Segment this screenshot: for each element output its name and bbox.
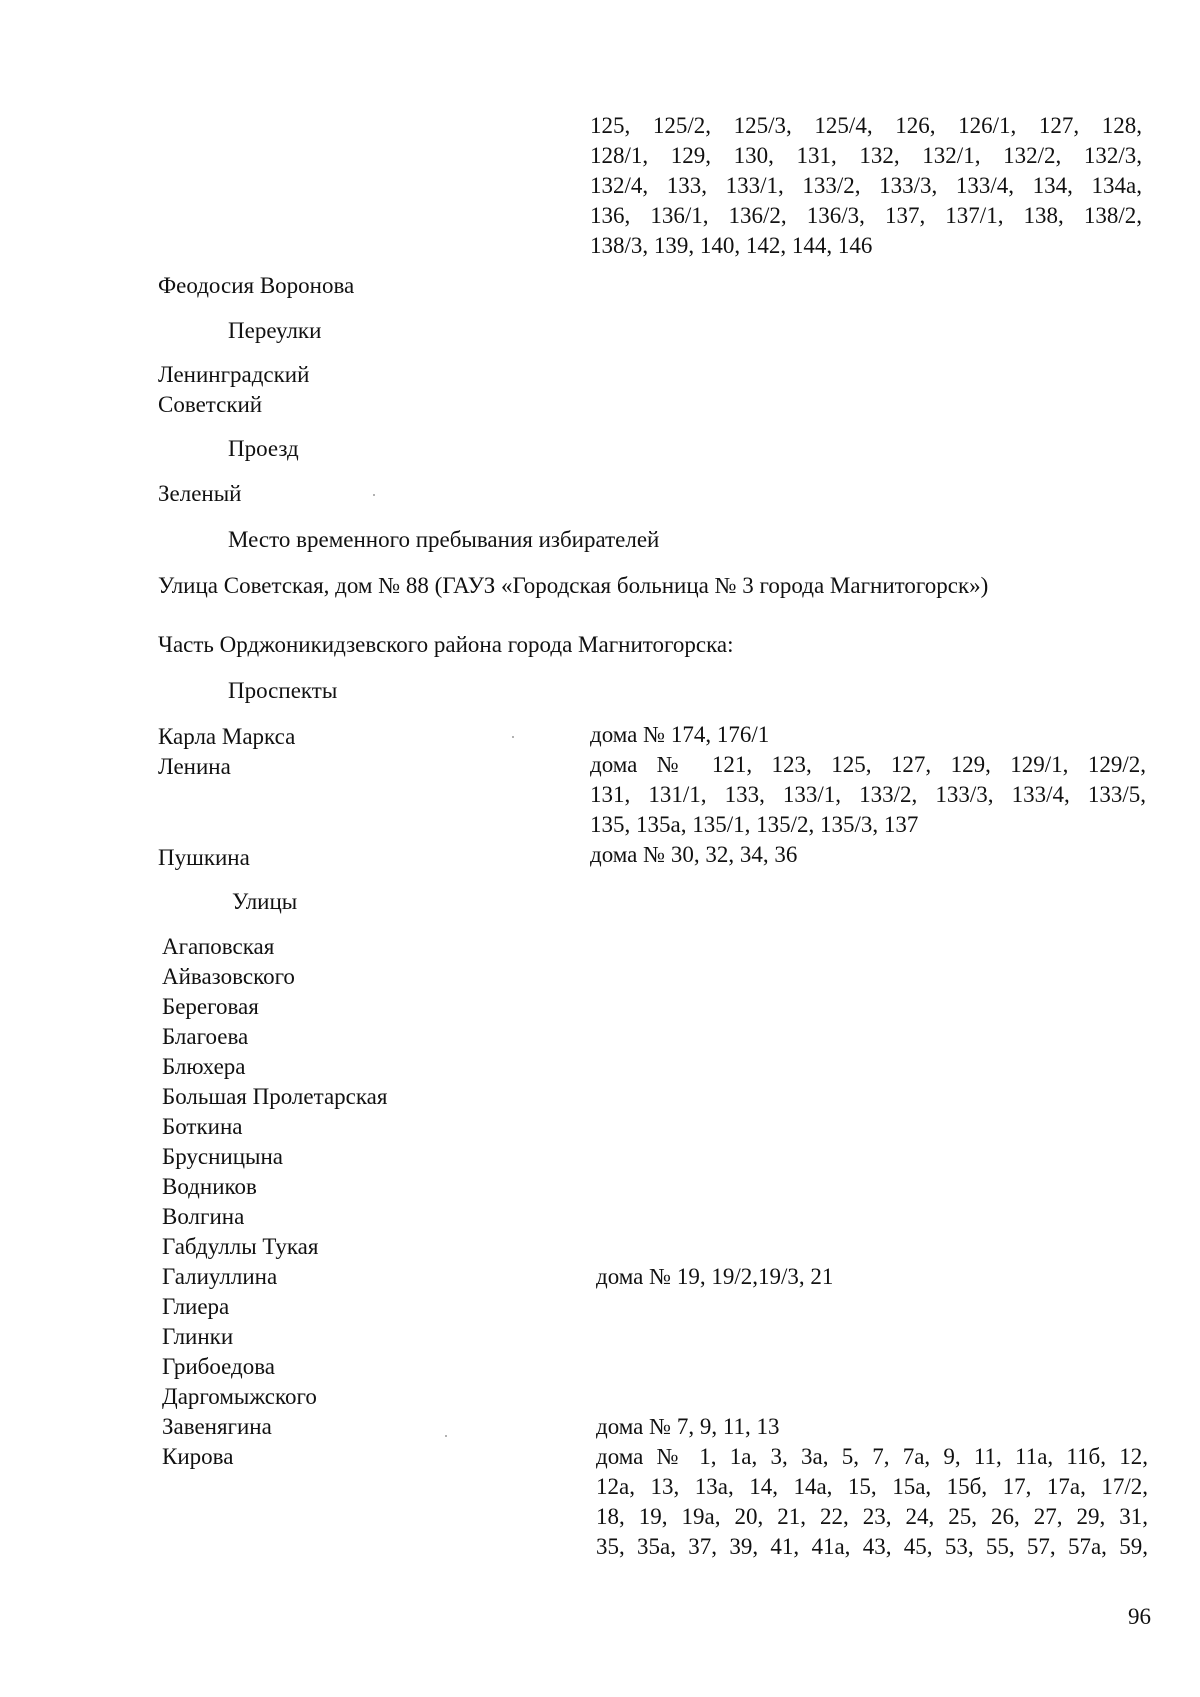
house-line: 135, 135а, 135/1, 135/2, 135/3, 137: [590, 812, 919, 837]
house-line: дома № 174, 176/1: [590, 722, 770, 747]
street-item: Агаповская: [162, 934, 275, 959]
avenue-name: Ленина: [158, 754, 231, 779]
passage-heading: Проезд: [228, 436, 299, 461]
avenue-houses: [590, 840, 1148, 870]
district-part: Часть Орджоникидзевского района города Магнитогорска:: [158, 632, 734, 657]
house-line: 131, 131/1, 133, 133/1, 133/2, 133/3, 133/4, 133/5,: [590, 782, 1146, 807]
avenue-houses: [590, 720, 1148, 750]
galiullina-houses: дома № 19, 19/2,19/3, 21: [596, 1264, 834, 1289]
scan-speck: [512, 736, 514, 738]
streets-heading: Улицы: [232, 889, 298, 914]
street-item: Береговая: [162, 994, 259, 1019]
street-item: Айвазовского: [162, 964, 295, 989]
page-number: 96: [1128, 1604, 1151, 1629]
street-item: Брусницына: [162, 1144, 284, 1169]
avenue-name: Пушкина: [158, 845, 250, 870]
street-item: Габдуллы Тукая: [162, 1234, 319, 1259]
house-line: 138/3, 139, 140, 142, 144, 146: [590, 233, 873, 258]
street-item: Даргомыжского: [162, 1384, 317, 1409]
street-item: Глинки: [162, 1324, 234, 1349]
house-line: 128/1, 129, 130, 131, 132, 132/1, 132/2, 132/3,: [590, 143, 1142, 168]
zavenyagina-houses: дома № 7, 9, 11, 13: [596, 1414, 780, 1439]
streets-list: [162, 932, 582, 1472]
house-line: дома № 30, 32, 34, 36: [590, 842, 798, 867]
scan-speck: [373, 494, 375, 496]
lane-item: Советский: [158, 392, 263, 417]
house-line: дома № 121, 123, 125, 127, 129, 129/1, 129/2,: [590, 752, 1146, 777]
kirova-houses: [596, 1442, 1148, 1562]
scan-speck: [445, 1435, 447, 1437]
lanes-list: [158, 360, 578, 420]
temp-stay-address: Улица Советская, дом № 88 (ГАУЗ «Городская больница № 3 города Магнитогорск»): [158, 573, 989, 598]
street-item: Кирова: [162, 1444, 234, 1469]
house-list-continuation: [590, 111, 1142, 261]
street-item: Глиера: [162, 1294, 230, 1319]
house-line: дома № 1, 1а, 3, 3а, 5, 7, 7а, 9, 11, 11а, 11б, 12,: [596, 1444, 1148, 1469]
street-item: Боткина: [162, 1114, 243, 1139]
passage-item: Зеленый: [158, 481, 242, 506]
street-feodosia: Феодосия Воронова: [158, 273, 355, 298]
house-line: 125, 125/2, 125/3, 125/4, 126, 126/1, 127, 128,: [590, 113, 1142, 138]
avenue-name: Карла Маркса: [158, 724, 296, 749]
lane-item: Ленинградский: [158, 362, 310, 387]
house-line: 12а, 13, 13а, 14, 14а, 15, 15а, 15б, 17, 17а, 17/2,: [596, 1474, 1148, 1499]
house-line: 18, 19, 19а, 20, 21, 22, 23, 24, 25, 26, 27, 29, 31,: [596, 1504, 1148, 1529]
house-line: 35, 35а, 37, 39, 41, 41а, 43, 45, 53, 55, 57, 57а, 59,: [596, 1534, 1148, 1559]
street-item: Грибоедова: [162, 1354, 276, 1379]
street-item: Завенягина: [162, 1414, 272, 1439]
street-item: Большая Пролетарская: [162, 1084, 388, 1109]
street-item: Волгина: [162, 1204, 245, 1229]
street-item: Благоева: [162, 1024, 249, 1049]
house-line: 132/4, 133, 133/1, 133/2, 133/3, 133/4, 134, 134а,: [590, 173, 1142, 198]
avenues-heading: Проспекты: [228, 678, 338, 703]
avenue-houses: [590, 750, 1146, 840]
street-item: Водников: [162, 1174, 257, 1199]
lanes-heading: Переулки: [228, 318, 322, 343]
temp-stay-heading: Место временного пребывания избирателей: [228, 527, 660, 552]
street-item: Блюхера: [162, 1054, 246, 1079]
house-line: 136, 136/1, 136/2, 136/3, 137, 137/1, 138, 138/2,: [590, 203, 1142, 228]
street-item: Галиуллина: [162, 1264, 278, 1289]
